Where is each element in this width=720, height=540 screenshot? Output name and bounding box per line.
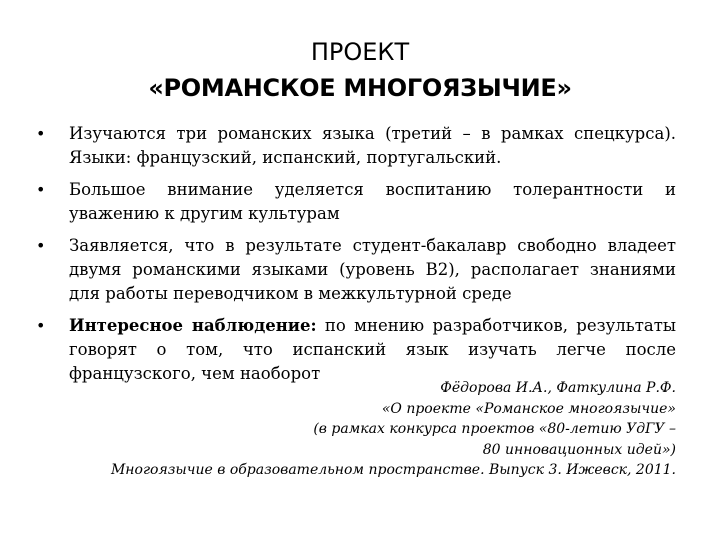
citation-line: «О проекте «Романское многоязычие»: [381, 400, 676, 417]
bullet-dot-icon: •: [36, 124, 46, 143]
bullet-text: Заявляется, что в результате студент-бакалавр свободно владеет двумя романскими языками (уровень В2), располагает знаниями для работы переводчиком в межкультурной среде: [69, 236, 676, 303]
bullet-text: по мнению разработчиков, результаты говорят о том, что испанский язык изучать легче после французского, чем наоборот: [69, 316, 676, 383]
bullet-dot-icon: •: [36, 316, 46, 335]
bullet-item: [36, 122, 676, 170]
bullet-item: [36, 178, 676, 226]
bullet-bold-lead: Интересное наблюдение:: [69, 316, 317, 335]
title-line-2: «РОМАНСКОЕ МНОГОЯЗЫЧИЕ»: [148, 74, 572, 102]
citation-line: 80 инновационных идей»): [482, 441, 676, 458]
title-line-1: ПРОЕКТ: [310, 38, 410, 66]
slide-title: [0, 34, 720, 106]
citation-line: Фёдорова И.А., Фаткулина Р.Ф.: [440, 380, 676, 396]
bullet-dot-icon: •: [36, 180, 46, 199]
citation-block: [76, 378, 676, 481]
bullet-item: [36, 314, 676, 386]
bullet-dot-icon: •: [36, 236, 46, 255]
citation-line: (в рамках конкурса проектов «80-летию УдГУ –: [313, 421, 676, 437]
bullet-list: [36, 122, 676, 394]
citation-line: Многоязычие в образовательном пространстве. Выпуск 3. Ижевск, 2011.: [110, 462, 676, 478]
bullet-item: [36, 234, 676, 306]
bullet-text: Изучаются три романских языка (третий – в рамках спецкурса). Языки: французский, испанский, португальский.: [69, 124, 676, 167]
bullet-text: Большое внимание уделяется воспитанию толерантности и уважению к другим культурам: [69, 180, 676, 223]
